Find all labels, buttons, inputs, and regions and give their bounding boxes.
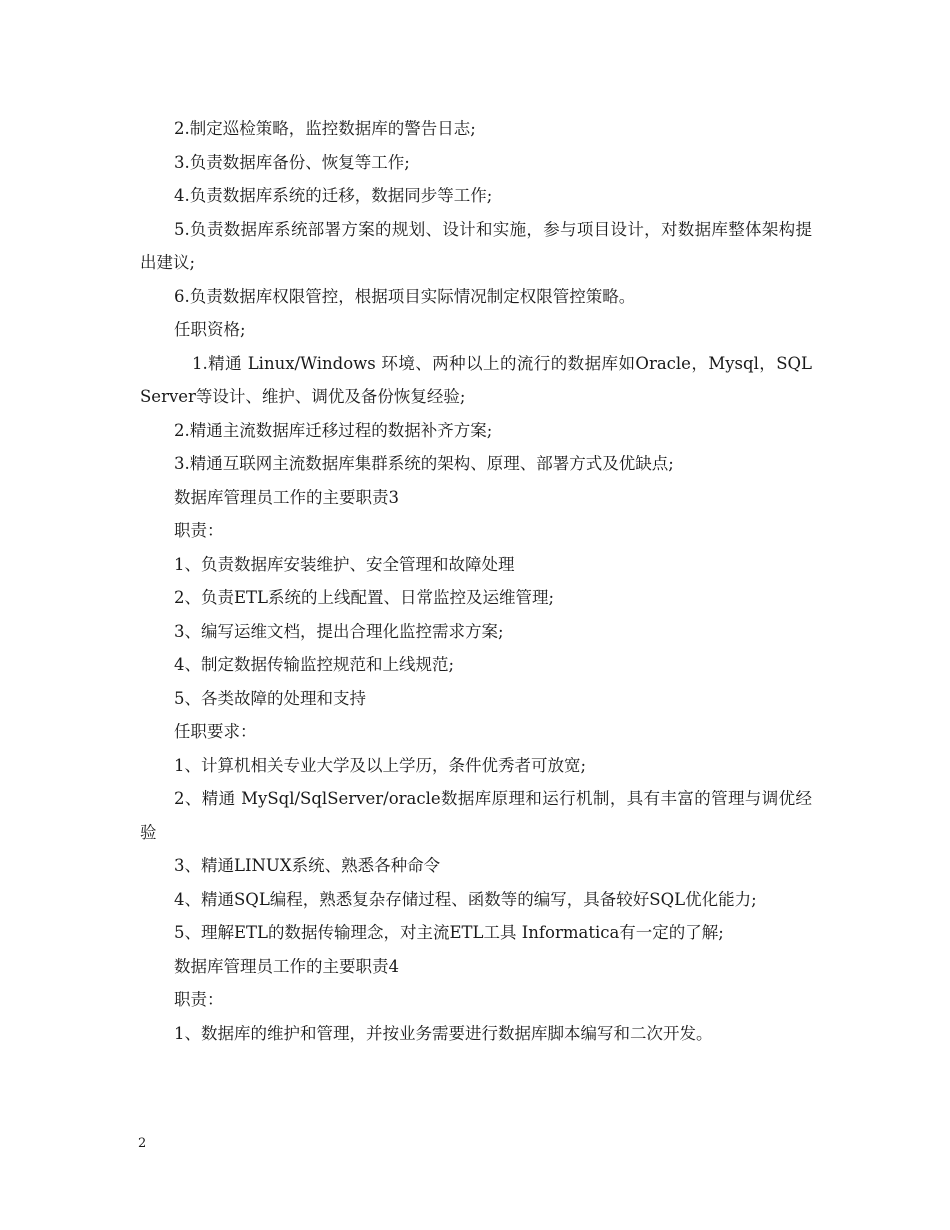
paragraph: 1、数据库的维护和管理，并按业务需要进行数据库脚本编写和二次开发。 bbox=[174, 1023, 713, 1043]
paragraph: 4.负责数据库系统的迁移，数据同步等工作; bbox=[174, 186, 493, 205]
paragraph: 2、精通 MySql/SqlServer/oracle数据库原理和运行机制，具有丰富的管理与调优经验 bbox=[140, 789, 812, 842]
section-heading: 数据库管理员工作的主要职责4 bbox=[174, 956, 399, 976]
paragraph: 1、计算机相关专业大学及以上学历，条件优秀者可放宽; bbox=[174, 755, 587, 775]
paragraph: 1.精通 Linux/Windows 环境、两种以上的流行的数据库如Oracle，Mysql，SQLServer等设计、维护、调优及备份恢复经验; bbox=[140, 353, 812, 406]
page-number: 2 bbox=[138, 1136, 147, 1151]
paragraph: 5、各类故障的处理和支持 bbox=[174, 688, 366, 708]
paragraph: 3.精通互联网主流数据库集群系统的架构、原理、部署方式及优缺点; bbox=[174, 454, 674, 473]
paragraph: 3.负责数据库备份、恢复等工作; bbox=[174, 152, 410, 172]
paragraph: 3、精通LINUX系统、熟悉各种命令 bbox=[174, 856, 441, 875]
section-heading: 任职资格; bbox=[174, 320, 246, 339]
section-heading: 任职要求： bbox=[174, 722, 257, 741]
paragraph: 1、负责数据库安装维护、安全管理和故障处理 bbox=[174, 554, 515, 574]
paragraph: 2、负责ETL系统的上线配置、日常监控及运维管理; bbox=[174, 588, 555, 607]
paragraph: 2.制定巡检策略，监控数据库的警告日志; bbox=[174, 119, 476, 138]
paragraph: 6.负责数据库权限管控，根据项目实际情况制定权限管控策略。 bbox=[174, 286, 636, 306]
paragraph: 4、制定数据传输监控规范和上线规范; bbox=[174, 655, 455, 674]
document-body bbox=[140, 112, 812, 1050]
paragraph: 3、编写运维文档，提出合理化监控需求方案; bbox=[174, 621, 504, 641]
section-heading: 职责： bbox=[174, 990, 224, 1009]
paragraph: 5、理解ETL的数据传输理念，对主流ETL工具 Informatica有一定的了解; bbox=[174, 923, 724, 942]
paragraph: 2.精通主流数据库迁移过程的数据补齐方案; bbox=[174, 420, 493, 440]
paragraph: 5.负责数据库系统部署方案的规划、设计和实施，参与项目设计，对数据库整体架构提出建议; bbox=[140, 219, 812, 272]
section-heading: 职责： bbox=[174, 521, 224, 540]
section-heading: 数据库管理员工作的主要职责3 bbox=[174, 487, 399, 507]
paragraph: 4、精通SQL编程，熟悉复杂存储过程、函数等的编写，具备较好SQL优化能力; bbox=[174, 889, 757, 909]
